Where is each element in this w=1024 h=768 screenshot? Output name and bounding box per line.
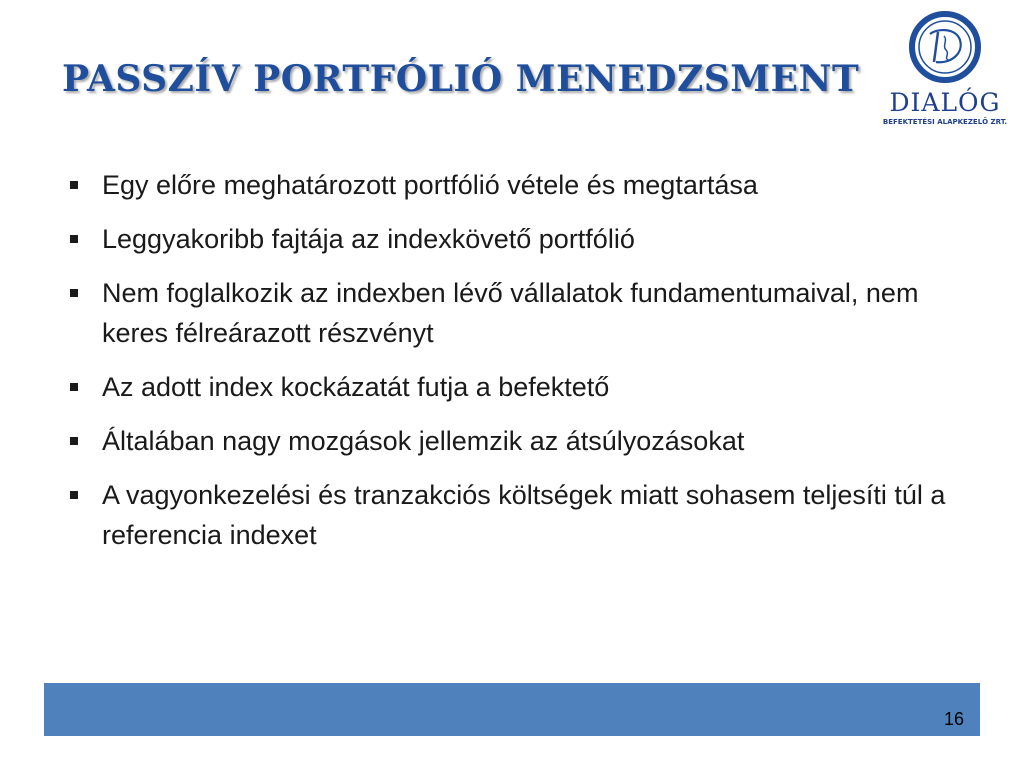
square-bullet-icon — [70, 289, 78, 297]
square-bullet-icon — [70, 181, 78, 189]
page-number: 16 — [943, 709, 964, 729]
bullet-item — [68, 219, 988, 259]
bullet-text: A vagyonkezelési és tranzakciós költségek miatt sohasem teljesíti túl a referencia indexet — [102, 480, 946, 550]
bullet-item — [68, 367, 988, 407]
logo-tagline: BEFEKTETÉSI ALAPKEZELŐ ZRT. — [882, 118, 1008, 126]
footer-bar — [44, 683, 980, 736]
slide-title: PASSZÍV PORTFÓLIÓ MENEDZSMENT — [62, 58, 860, 100]
bullet-item — [68, 421, 988, 461]
bullet-item — [68, 475, 988, 555]
square-bullet-icon — [70, 383, 78, 391]
bullet-item — [68, 273, 988, 353]
bullet-text: Nem foglalkozik az indexben lévő vállalatok fundamentumaival, nem keres félreárazott részvényt — [102, 278, 919, 348]
bullet-item — [68, 165, 988, 205]
bullet-list — [68, 165, 988, 569]
bullet-text: Egy előre meghatározott portfólió vétele és megtartása — [102, 170, 758, 200]
square-bullet-icon — [70, 235, 78, 243]
square-bullet-icon — [70, 437, 78, 445]
bullet-text: Az adott index kockázatát futja a befektető — [102, 372, 610, 402]
square-bullet-icon — [70, 491, 78, 499]
bullet-text: Leggyakoribb fajtája az indexkövető portfólió — [102, 224, 635, 254]
company-logo — [880, 10, 1010, 130]
dialog-emblem-icon — [908, 10, 982, 84]
bullet-text: Általában nagy mozgások jellemzik az átsúlyozásokat — [102, 426, 745, 456]
logo-name: DIALÓG — [889, 88, 1001, 117]
